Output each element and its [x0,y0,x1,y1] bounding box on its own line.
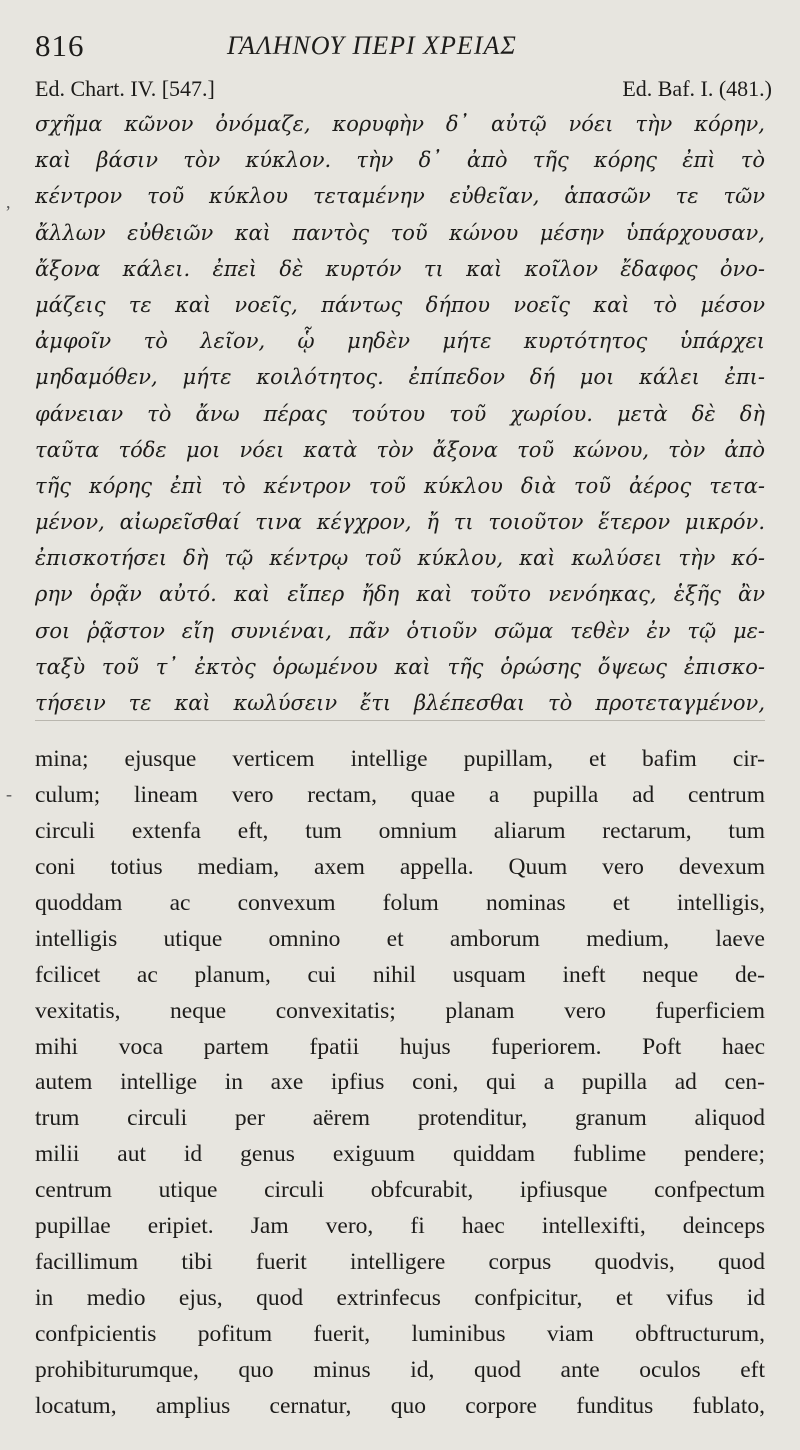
greek-line: μηδαμόθεν, μήτε κοιλότητος. ἐπίπεδον δή μοι κάλει ἐπι- [35,365,765,390]
greek-line: σοι ῥᾷστον εἴη συνιέναι, πᾶν ὁτιοῦν σῶμα τεθὲν ἐν τῷ με- [35,618,765,643]
latin-line: fcilicet ac planum, cui nihil usquam ineft neque de- [35,961,765,988]
latin-line: prohibiturumque, quo minus id, quod ante oculos eft [35,1356,765,1383]
latin-line: confpicientis pofitum fuerit, luminibus viam obftructurum, [35,1321,765,1347]
latin-line: autem intellige in axe ipfius coni, qui a pupilla ad cen- [35,1069,765,1096]
latin-text-block [35,742,765,1425]
edition-chart-reference: Ed. Chart. IV. [547.] [35,76,215,101]
latin-line: trum circuli per aërem protenditur, granum aliquod [35,1105,765,1132]
latin-line: in medio ejus, quod extrinfecus confpicitur, et vifus id [35,1285,765,1312]
edition-references [35,76,772,106]
column-divider [35,720,765,721]
greek-line: σχῆμα κῶνον ὀνόμαζε, κορυφὴν δ᾽ αὐτῷ νόει τὴν κόρην, [35,112,765,136]
greek-line: καὶ βάσιν τὸν κύκλον. τὴν δ᾽ ἀπὸ τῆς κόρης ἐπὶ τὸ [35,148,765,173]
greek-line: φάνειαν τὸ ἄνω πέρας τούτου τοῦ χωρίου. μετὰ δὲ δὴ [35,401,765,426]
greek-line: μένον, αἰωρεῖσθαί τινα κέγχρον, ἤ τι τοιοῦτον ἕτερον μικρόν. [35,510,765,535]
greek-line: ἄλλων εὐθειῶν καὶ παντὸς τοῦ κώνου μέσην ὑπάρχουσαν, [35,220,765,245]
greek-line: τήσειν τε καὶ κωλύσειν ἔτι βλέπεσθαι τὸ προτεταγμένον, [35,691,765,715]
latin-line: mihi voca partem fpatii hujus fuperiorem. Poft haec [35,1033,765,1060]
greek-line: ἀμφοῖν τὸ λεῖον, ᾧ μηδὲν μήτε κυρτότητος ὑπάρχει [35,329,765,354]
running-title: ΓΑΛΗΝΟΥ ΠΕΡΙ ΧΡΕΙΑΣ [227,31,517,60]
latin-line: locatum, amplius cernatur, quo corpore funditus fublato, [35,1392,765,1419]
latin-line: quoddam ac convexum folum nominas et intelligis, [35,889,765,916]
greek-line: ρην ὁρᾷν αὐτό. καὶ εἴπερ ἤδη καὶ τοῦτο νενόηκας, ἑξῆς ἂν [35,582,765,607]
page-number: 816 [35,28,85,63]
greek-line: μάζεις τε καὶ νοεῖς, πάντως δήπου νοεῖς καὶ τὸ μέσον [35,292,765,317]
greek-line: ἄξονα κάλει. ἐπεὶ δὲ κυρτόν τι καὶ κοῖλον ἔδαφος ὀνο- [35,256,765,281]
margin-tick-mark: - [6,784,12,804]
latin-line: vexitatis, neque convexitatis; planam vero fuperficiem [35,997,765,1024]
page-header [35,28,770,68]
latin-line: coni totius mediam, axem appella. Quum vero devexum [35,853,765,880]
latin-line: pupillae eripiet. Jam vero, fi haec intellexifti, deinceps [35,1213,765,1240]
greek-line: ἐπισκοτήσει δὴ τῷ κέντρῳ τοῦ κύκλου, καὶ κωλύσει τὴν κό- [35,546,765,571]
edition-basel-reference: Ed. Baf. I. (481.) [622,76,772,101]
latin-line: circuli extenfa eft, tum omnium aliarum rectarum, tum [35,817,765,844]
latin-line: culum; lineam vero rectam, quae a pupilla ad centrum [35,781,765,808]
latin-line: centrum utique circuli obfcurabit, ipfiusque confpectum [35,1177,765,1204]
greek-text-block [35,106,765,721]
greek-line: κέντρον τοῦ κύκλου τεταμένην εὐθεῖαν, ἁπασῶν τε τῶν [35,184,765,209]
margin-tick-mark: , [6,192,11,212]
greek-line: ταξὺ τοῦ τ᾽ ἐκτὸς ὁρωμένου καὶ τῆς ὁρώσης ὄψεως ἐπισκο- [35,654,765,679]
latin-line: milii aut id genus exiguum quiddam fublime pendere; [35,1141,765,1168]
latin-line: mina; ejusque verticem intellige pupillam, et bafim cir- [35,746,765,772]
greek-line: ταῦτα τόδε μοι νόει κατὰ τὸν ἄξονα τοῦ κώνου, τὸν ἀπὸ [35,437,765,462]
latin-line: facillimum tibi fuerit intelligere corpus quodvis, quod [35,1249,765,1276]
greek-line: τῆς κόρης ἐπὶ τὸ κέντρον τοῦ κύκλου διὰ τοῦ ἀέρος τετα- [35,473,765,498]
latin-line: intelligis utique omnino et amborum medium, laeve [35,925,765,952]
